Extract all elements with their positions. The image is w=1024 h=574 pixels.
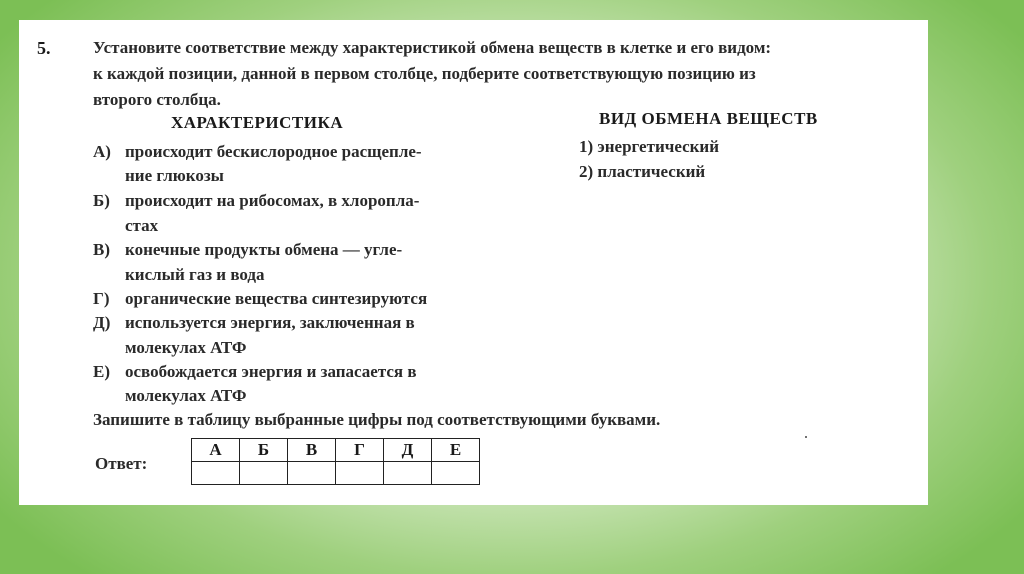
task-statement [93,35,923,113]
characteristic-item-v [93,240,402,260]
left-column-header: ХАРАКТЕРИСТИКА [171,113,344,132]
characteristic-item-a [93,142,422,162]
answer-letter-cell: Г [336,439,384,462]
item-text: освобождается энергия и запасается в [125,362,417,381]
answer-value-cell[interactable] [288,462,336,485]
item-letter: В) [93,240,110,259]
right-column-header: ВИД ОБМЕНА ВЕЩЕСТВ [599,109,818,128]
answer-value-cell[interactable] [192,462,240,485]
item-text: органические вещества синтезируются [125,289,428,308]
answer-label: Ответ: [95,454,148,473]
answer-value-cell[interactable] [432,462,480,485]
item-letter: Б) [93,191,110,210]
task-line: Установите соответствие между характеристикой обмена веществ в клетке и его видом: [93,38,772,57]
item-text: используется энергия, заключенная в [125,313,415,332]
answer-value-cell[interactable] [384,462,432,485]
item-text-continuation: кислый газ и вода [125,265,265,284]
characteristic-item-d [93,313,415,333]
option-energy: 1) энергетический [579,137,720,156]
answer-letter-cell: Е [432,439,480,462]
speck [805,436,807,438]
answer-values-row [192,462,480,485]
instruction-text: Запишите в таблицу выбранные цифры под соответствующими буквами. [93,410,661,429]
answer-value-cell[interactable] [240,462,288,485]
answer-letter-cell: В [288,439,336,462]
answer-letter-cell: Д [384,439,432,462]
item-text-continuation: молекулах АТФ [125,338,247,357]
task-line: к каждой позиции, данной в первом столбце, подберите соответствующую позицию из [93,64,756,83]
item-text-continuation: молекулах АТФ [125,386,247,405]
characteristic-item-g [93,289,427,309]
answer-letter-cell: А [192,439,240,462]
answer-letter-cell: Б [240,439,288,462]
task-number: 5. [37,38,51,58]
item-text: конечные продукты обмена — угле- [125,240,403,259]
item-text-continuation: ние глюкозы [125,166,224,185]
characteristic-item-e [93,362,417,382]
answer-letters-row [192,439,480,462]
item-text: происходит на рибосомах, в хлоропла- [125,191,420,210]
item-letter: Г) [93,289,110,308]
answer-table [191,438,480,485]
item-letter: А) [93,142,111,161]
item-text-continuation: стах [125,216,159,235]
item-letter: Е) [93,362,110,381]
answer-value-cell[interactable] [336,462,384,485]
characteristic-item-b [93,191,419,211]
item-letter: Д) [93,313,111,332]
option-plastic: 2) пластический [579,162,706,181]
task-line: второго столбца. [93,90,221,109]
item-text: происходит бескислородное расщепле- [125,142,422,161]
task-sheet [19,20,928,505]
